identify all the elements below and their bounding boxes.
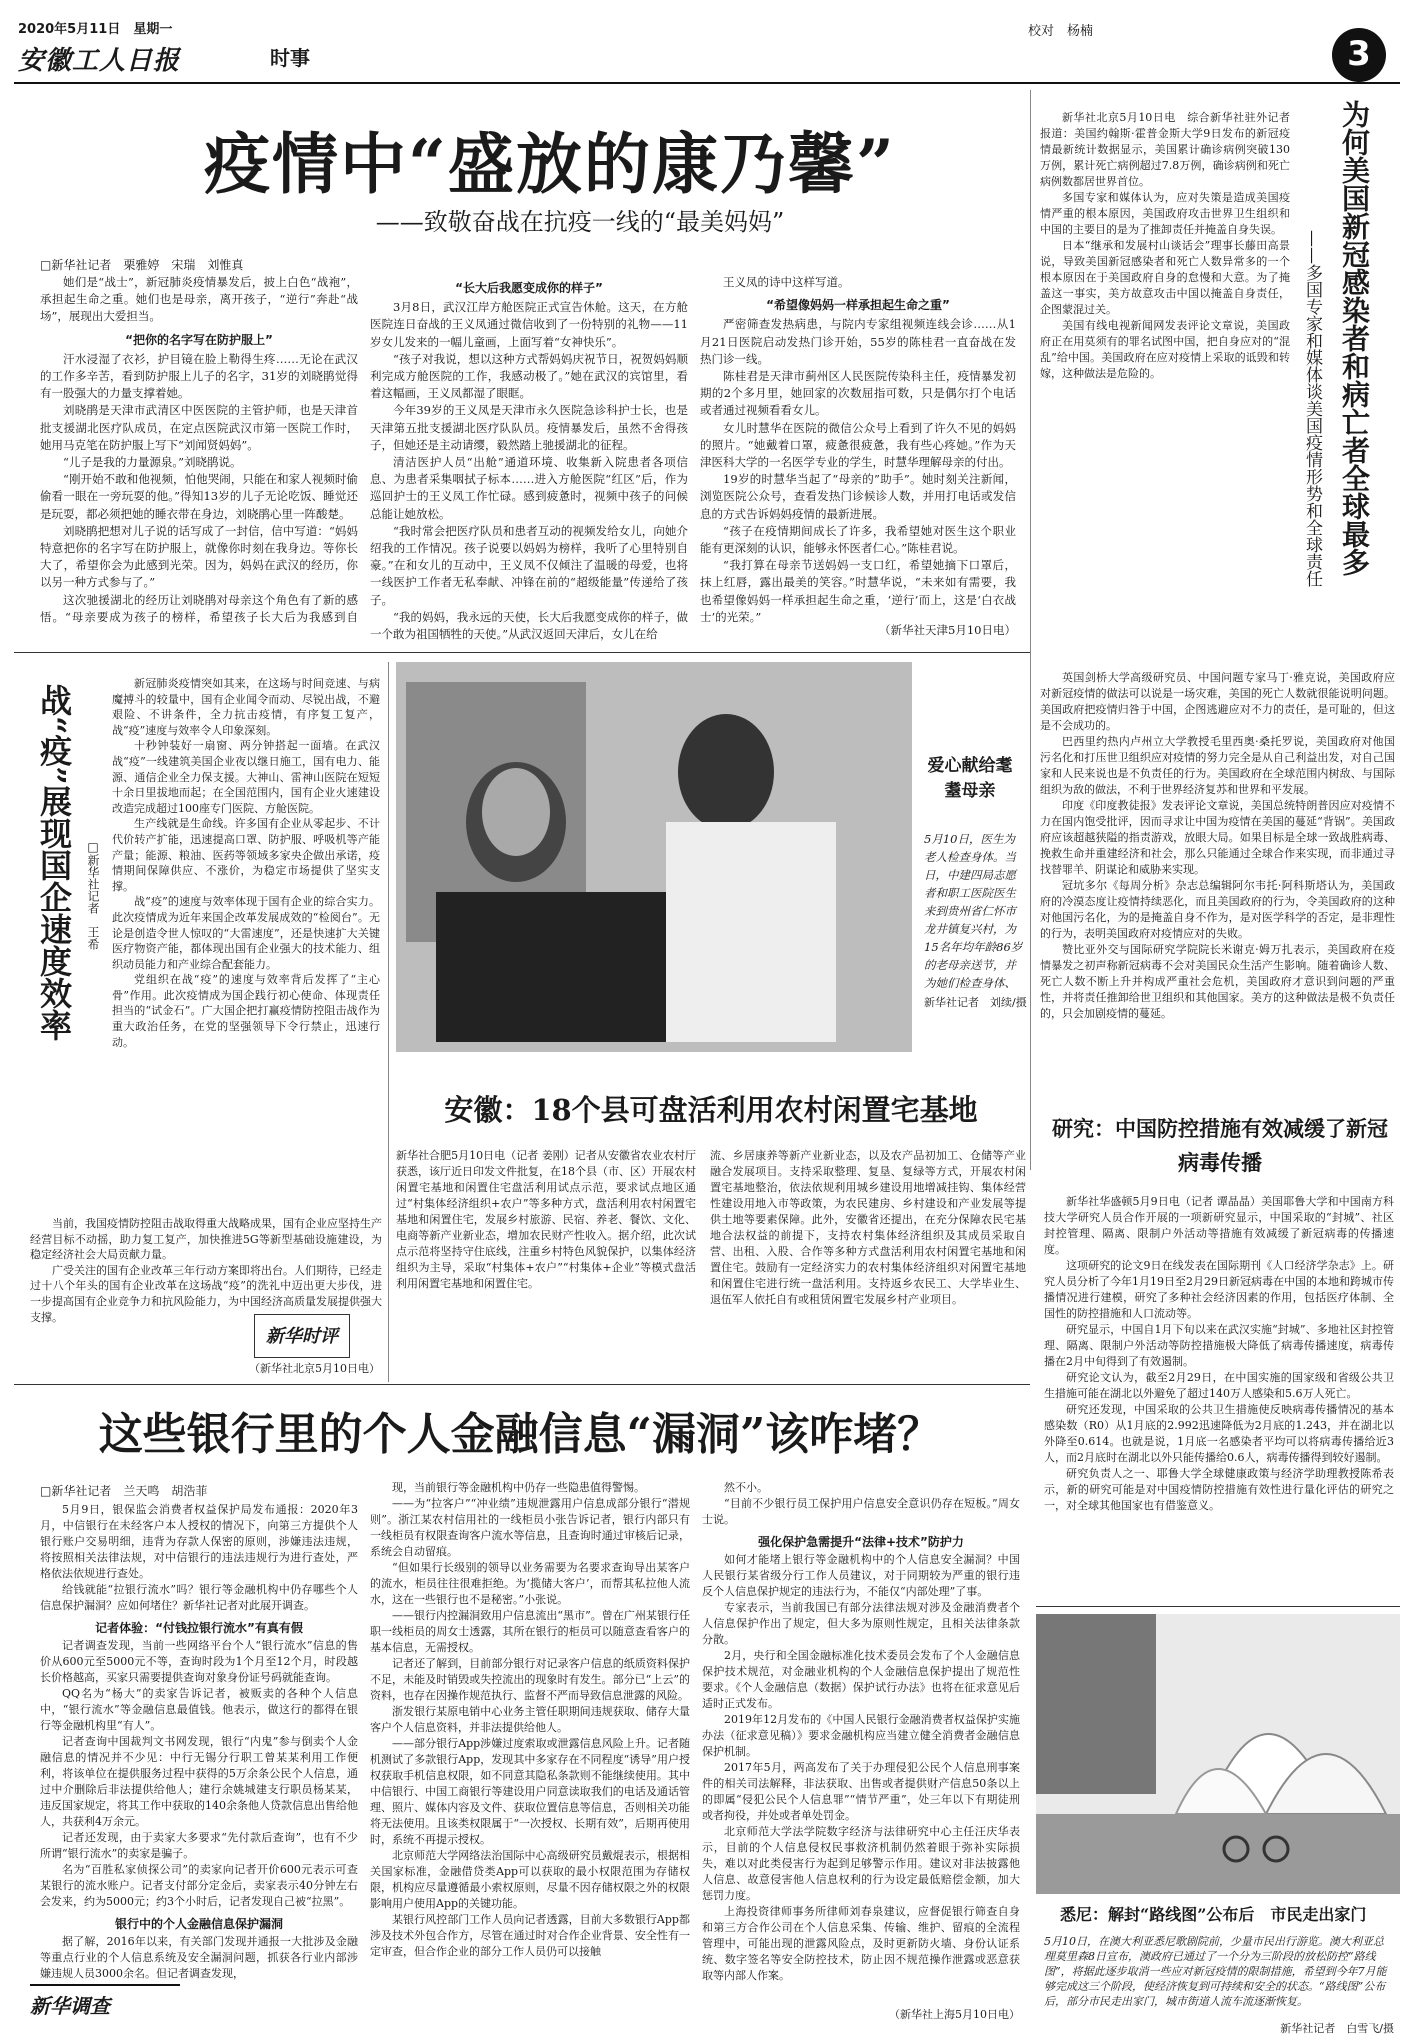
paragraph: 严密筛查发热病患，与院内专家组视频连线会诊……从1月21日医院启动发热门诊开始，55岁的陈桂君一直奋战在发热门诊一线。 [700, 317, 1016, 366]
issue-date: 2020年5月11日 星期一 [18, 22, 173, 37]
paragraph: 现，当前银行等金融机构中仍存一些隐患值得警惕。 [392, 1481, 645, 1494]
paragraph: 2月，央行和全国金融标准化技术委员会发布了个人金融信息保护技术规范，对金融业机构的个人金融信息保护提出了规范性要求。《个人金融信息（数据）保护试行办法》也将在征求意见后适时正式发布。 [702, 1649, 1020, 1710]
a1-source: （新华社天津5月10日电） [879, 623, 1016, 637]
subheading: 银行中的个人金融信息保护漏洞 [114, 1917, 283, 1931]
paragraph: 刘晓鹃把想对儿子说的话写成了一封信，信中写道：“妈妈特意把你的名字写在防护服上，就像你时刻在我身边。等你长大了，希望你会为此感到光荣。因为，妈妈在武汉的经历，你以另一种方式参与了。” [40, 523, 358, 590]
paragraph: 广受关注的国有企业改革三年行动方案即将出台。人们期待，已经走过十八个年头的国有企业改革在这场战“疫”的洗礼中迈出更大步伐，进一步提高国有企业竞争力和抗风险能力，为中国经济高质量发展提供强大支撑。 [30, 1263, 382, 1324]
a3-rule [388, 662, 389, 1382]
paragraph: 生产线就是生命线。许多国有企业从零起步、不计代价转产扩能，迅速提高口罩、防护服、呼吸机等产能产量；能源、粮油、医药等领域多家央企做出承诺，疫情期间保障供应、不涨价，为稳定市场提供了坚实支撑。 [112, 817, 380, 893]
a5-title: 安徽：18个县可盘活利用农村闲置宅基地 [444, 1093, 978, 1127]
paragraph: 据了解，2016年以来，有关部门发现并通报一大批涉及金融等重点行业的个人信息系统及安全漏洞问题，抓获各行业内部涉嫌违规人员3000余名。但记者调查发现， [40, 1935, 358, 1980]
paragraph: 汗水浸湿了衣衫，护目镜在脸上勒得生疼……无论在武汉的工作多辛苦，看到防护服上儿子的名字，31岁的刘晓鹃觉得有一股强大的力量支撑着她。 [40, 351, 358, 401]
subheading: 强化保护急需提升“法律+技术”防护力 [758, 1535, 964, 1549]
paragraph: 如何才能堵上银行等金融机构中的个人信息安全漏洞？中国人民银行某省级分行工作人员建议，对于同期较为严重的银行违反个人信息保护规定的违法行为，不能仅“内部处理”了事。 [702, 1553, 1020, 1598]
paragraph: 战“疫”的速度与效率体现于国有企业的综合实力。此次疫情成为近年来国企改革发展成效的“检阅台”。无论是创造令世人惊叹的“大雷速度”，还是快速扩大关键医疗物资产能，都体现出国有企业强大的技术能力、组织动员能力和产业综合配套能力。 [112, 895, 380, 971]
a7-column-2 [370, 1480, 690, 2010]
a5-bottom-rule [14, 1384, 1030, 1385]
header-rule [14, 82, 1400, 84]
a3-byline: □新华社记者 王希 [86, 840, 100, 950]
paragraph: 3月8日，武汉江岸方舱医院正式宣告休舱。这天，在方舱医院连日奋战的王义凤通过微信收到了一份特别的礼物——11岁女儿发来的一幅儿童画，上面写着“女神快乐”。 [370, 300, 688, 349]
a2-subtitle: ——多国专家和媒体谈美国疫情形势和全球责任 [1302, 230, 1322, 587]
a7-investigation-tag: 新华调查 [30, 1984, 180, 2024]
paragraph: 专家表示，当前我国已有部分法律法规对涉及金融消费者个人信息保护作出了规定，但大多为原则性规定，且相关法律条款分散。 [702, 1601, 1020, 1646]
a4-caption: 5月10日，医生为老人检查身体。当日，中建四局志愿者和职工医院医生来到贵州省仁怀市龙井镇复兴村，为15名年均年龄86岁的老母亲送节，并为她们检查身体、 [924, 832, 1023, 990]
paragraph: 女儿时慧华在医院的微信公众号上看到了许久不见的妈妈的照片。“她戴着口罩，疲惫很疲惫，我有些心疼她。”作为天津医科大学的一名医学专业的学生，时慧华理解母亲的付出。 [700, 420, 1016, 470]
a5-column-1: 新华社合肥5月10日电（记者 姜刚）记者从安徽省农业农村厅获悉，该厅近日印发文件批复，在18个县（市、区）开展农村闲置宅基地和闲置住宅盘活利用试点示范，要求试点地区通过“村集体经济组织+农户”等多种方式，盘活利用农村闲置宅基地和闲置住宅，发展乡村旅游、民宿、养老、餐饮、文化、电商等新产业新业态，增加农民财产性收入。据介绍，此次试点示范将坚持守住底线，注重乡村特色风貌保护，以集体经济组织为主导，采取“村集体+农户”“村集体+企业”等模式盘活利用闲置宅基地和闲置住宅。 [396, 1149, 696, 1290]
paragraph: 多国专家和媒体认为，应对失策是造成美国疫情严重的根本原因，美国政府攻击世界卫生组织和中国的主要目的是为了推卸责任并掩盖自身失误。 [1040, 191, 1290, 236]
paragraph: 她们是“战士”，新冠肺炎疫情暴发后，披上白色“战袍”，承担起生命之重。她们也是母亲，离开孩子，“逆行”奔赴“战场”，展现出大爱担当。 [40, 275, 358, 324]
a3-source: （新华社北京5月10日电） [249, 1362, 380, 1375]
paragraph: 研究还发现，中国采取的公共卫生措施使反映病毒传播情况的基本感染数（R0）从1月底的2.992迅速降低为2月底的1.243，并在湖北以外降至0.614。也就是说，1月底一名感染者平均可以将病毒传播给近3人，而2月底时在湖北以外只能传播给0.6人，病毒传播得到较好遏制。 [1044, 1403, 1394, 1464]
paragraph: “目前不少银行员工保护用户信息安全意识仍存在短板。”周女士说。 [702, 1497, 1020, 1526]
a6-body [1044, 1194, 1394, 1598]
paragraph: 研究论文认为，截至2月29日，在中国实施的国家级和省级公共卫生措施可能在湖北以外避免了超过140万人感染和5.6万人死亡。 [1044, 1371, 1394, 1400]
a2-body-bottom [1040, 670, 1395, 1110]
paragraph: 党组织在战“疫”的速度与效率背后发挥了“主心骨”作用。此次疫情成为国企践行初心使命、体现责任担当的“试金石”。广大国企把打赢疫情防控阻击战作为重大政治任务，在党的坚强领导下令行禁止，迅速行动。 [112, 973, 380, 1049]
a7-source: （新华社上海5月10日电） [889, 2008, 1020, 2021]
paragraph: 这次驰援湖北的经历让刘晓鹃对母亲这个角色有了新的感悟。“母亲要成为孩子的榜样，希望孩子长大后为我感到自 [40, 592, 358, 624]
a7-column-1 [40, 1502, 358, 1980]
paragraph: 美国有线电视新闻网发表评论文章说，美国政府正在用莫须有的罪名试图中国，把自身应对的“混乱”给中国。美国政府在应对疫情上采取的诋毁和转嫁，这种做法是危险的。 [1040, 319, 1290, 380]
paragraph: 北京师范大学网络法治国际中心高级研究员戴焜表示，根据相关国家标准，金融借贷类App可以获取的最小权限范围为存储权限，机构应尽量遵循最小索权原则，尽量不因存储权限之外的权限影响用户使用App的关键功能。 [370, 1849, 690, 1910]
a8-caption: 5月10日，在澳大利亚悉尼歌剧院前，少量市民出行游览。澳大利亚总理莫里森8日宣布，澳政府已通过了一个分为三阶段的放松防控“路线图”，将据此逐步取消一些应对新冠疫情的限制措施，希望到今年7月能够完成这三个阶段，使经济恢复到可持续和安全的状态。“路线图”公布后，部分市民走出家门，城市街道人流车流逐渐恢复。 [1044, 1935, 1387, 2008]
a1-column-2 [370, 274, 688, 644]
elderly-checkup-photo [396, 662, 912, 1052]
subheading: “长大后我愿变成你的样子” [455, 281, 603, 295]
a3-commentary-tag: 新华时评 [254, 1314, 350, 1358]
paragraph: 王义凤的诗中这样写道。 [723, 275, 850, 289]
subheading: “希望像妈妈一样承担起生命之重” [766, 298, 950, 313]
a6-bottom-rule [1036, 1606, 1400, 1607]
paragraph: 陈桂君是天津市蓟州区人民医院传染科主任，疫情暴发初期的2个多月里，她回家的次数屈指可数，只是偶尔打个电话或者通过视频看看女儿。 [700, 369, 1016, 418]
paragraph: 记者还了解到，目前部分银行对记录客户信息的纸质资料保护不足，未能及时销毁或失控流出的现象时有发生。部分已“上云”的资料，也存在因操作规范执行、监督不严而导致信息泄露的风险。 [370, 1657, 690, 1702]
paragraph: QQ名为“杨大”的卖家告诉记者，被贩卖的各种个人信息中，“银行流水”等金融信息最值钱。他表示，做这行的都得在银行等金融机构里“有人”。 [40, 1687, 358, 1732]
a7-title: 这些银行里的个人金融信息“漏洞”该咋堵？ [98, 1409, 942, 1460]
paragraph: 刘晓鹃是天津市武清区中医医院的主管护师，也是天津首批支援湖北医疗队成员，在定点医院武汉市第一医院工作时，她用马克笔在防护服上写下“刘闻贤妈妈”。 [40, 403, 358, 452]
paragraph: 巴西里约热内卢州立大学教授毛里西奥·桑托罗说，美国政府对他国污名化和打压世卫组织应对疫情的努力完全是从自己利益出发，对自己国家和人民来说也是不负责任的行为。美国政府在全球范围内树敌、与国际组织为敌的做法，不利于世界经济复苏和世界和平发展。 [1040, 735, 1395, 796]
a1-subtitle: ——致敬奋战在抗疫一线的“最美妈妈” [375, 208, 785, 236]
paragraph: “但如果行长级别的领导以业务需要为名要求查询导出某客户的流水，柜员往往很难拒绝。为‘揽储大客户’，而帮其私拉他人流水，这在一些银行也不是秘密。”小张说。 [370, 1561, 690, 1606]
paragraph: 记者调查发现，当前一些网络平台个人“银行流水”信息的售价从600元至5000元不等，查询时段为1个月至12个月，时段越长价格越高，买家只需要提供查询对象身份证号码就能查询。 [40, 1639, 358, 1684]
a1-byline: □新华社记者 栗雅婷 宋瑞 刘惟真 [40, 258, 244, 272]
paragraph: 研究显示，中国自1月下旬以来在武汉实施“封城”、多地社区封控管理、隔离、限制户外活动等防控措施极大降低了病毒传播速度，病毒传播在2月中旬得到了有效遏制。 [1044, 1323, 1394, 1368]
a8-credit: 新华社记者 白雪飞/摄 [1280, 2022, 1394, 2035]
paragraph: 日本“继承和发展村山谈话会”理事长藤田高景说，导致美国新冠感染者和死亡人数异常多的一个根本原因在于美国政府自身的怠慢和大意。为了掩盖这一事实，美方故意攻击中国以掩盖自身责任，企图蒙混过关。 [1040, 239, 1290, 316]
a1-title: 疫情中“盛放的康乃馨” [204, 125, 896, 203]
paragraph: “孩子在疫情期间成长了许多，我希望她对医生这个职业能有更深刻的认识，能够永怀医者仁心。”陈桂君说。 [700, 523, 1016, 556]
paragraph: “我的妈妈，我永远的天使，长大后我愿变成你的样子，做一个敢为祖国牺牲的天使。”从武汉返回天津后，女儿在给 [370, 609, 688, 642]
paragraph: 5月9日，银保监会消费者权益保护局发布通报：2020年3月，中信银行在未经客户本人授权的情况下，向第三方提供个人银行账户交易明细，违背为存款人保密的原则，涉嫌违法违规，将按照相关法律法规，对中信银行的违法违规行为进行查处，严格依法依规进行查处。 [40, 1503, 358, 1580]
a3-body-right [112, 676, 380, 1216]
subheading: “把你的名字写在防护服上” [125, 332, 273, 347]
paragraph: 清洁医护人员“出舱”通道环境、收集新入院患者各项信息、为患者采集咽拭子标本……进入方舱医院“红区”后，作为巡回护士的王义凤工作忙碌。感到疲惫时，视频中孩子的问候总能让她放松。 [370, 455, 688, 521]
a7-column-3 [702, 1480, 1020, 2000]
paragraph: 当前，我国疫情防控阻击战取得重大战略成果，国有企业应坚持生产经营目标不动摇，助力复工复产，加快推进5G等新型基础设施建设，为稳定经济社会大局贡献力量。 [30, 1217, 382, 1262]
paragraph: 英国剑桥大学高级研究员、中国问题专家马丁·雅克说，美国政府应对新冠疫情的做法可以说是一场灾难，美国的死亡人数就很能说明问题。美国政府把疫情归咎于中国，企图逃避应对不力的责任，是可耻的，但这是不会成功的。 [1040, 671, 1395, 732]
paragraph: ——银行内控漏洞致用户信息流出“黑市”。曾在广州某银行任职一线柜员的周女士透露，其所在银行的柜员可以随意查看客户的基本信息，无需授权。 [370, 1609, 690, 1654]
a4-photo-title: 爱心献给耄耋母亲 [927, 756, 1013, 801]
a2-title: 为何美国新冠感染者和病亡者全球最多 [1338, 100, 1371, 576]
paragraph: 浙发银行某原电销中心业务主管任职期间违规获取、储存大量客户个人信息资料，并非法提供给他人。 [370, 1705, 690, 1734]
a8-title: 悉尼：解封“路线图”公布后 市民走出家门 [1060, 1905, 1367, 1924]
paragraph: 然不小。 [724, 1481, 768, 1494]
paragraph: 新华社北京5月10日电 综合新华社驻外记者报道：美国约翰斯·霍普金斯大学9日发布的新冠疫情最新统计数据显示，美国累计确诊病例突破130万例，累计死亡病例超过7.8万例，确诊病例和死亡病例数都居世界首位。 [1040, 111, 1290, 188]
paragraph: 上海投资律师事务所律师刘春泉建议，应督促银行筛查自身和第三方合作公司在个人信息采集、传输、维护、留痕的全流程管理中，可能出现的泄露风险点，及时更新防火墙、身份认证系统、数字签名等安全防控技术，防止因不规范操作泄露或恶意获取等内部人作案。 [702, 1905, 1020, 1982]
a3-title: 战“疫”展现国企速度效率 [35, 684, 73, 1041]
right-column-rule [1030, 90, 1031, 1170]
subheading: 记者体验：“付钱拉银行流水”有真有假 [95, 1621, 303, 1635]
a7-byline: □新华社记者 兰天鸣 胡浩菲 [40, 1484, 208, 1498]
paragraph: 十秒钟装好一扇窗、两分钟搭起一面墙。在武汉战“疫”一线建筑美国企业夜以继日施工，国有电力、能源、通信企业全力保支援。大神山、雷神山医院在短短十余日里拔地而起；在全国范围内，国有企业火速建设改造完成超过100座专门医院、方舱医院。 [112, 739, 380, 815]
paragraph: 新冠肺炎疫情突如其来，在这场与时间竞速、与病魔搏斗的较量中，国有企业闻令而动、尽锐出战，不避艰险、不讲条件，全力抗击疫情，有序复工复产，战“疫”速度与效率令人印象深刻。 [112, 677, 380, 737]
a2-body-top [1040, 110, 1290, 670]
paragraph: 记者还发现，由于卖家大多要求“先付款后查询”，也有不少所谓“银行流水”的卖家是骗子。 [40, 1831, 358, 1860]
paragraph: 印度《印度教徒报》发表评论文章说，美国总统特朗普因应对疫情不力在国内饱受批评，因而寻求让中国为疫情在美国的蔓延“背锅”。美国政府应该超越狭隘的指责游戏，放眼大局。如果目标是全球一致战胜病毒、挽救生命并重建经济和社会，那么只能通过全球合作来实现，而非通过寻找替罪羊、阴谋论和威胁来实现。 [1040, 799, 1395, 876]
paragraph: “孩子对我说，想以这种方式帮妈妈庆祝节日，祝贺妈妈顺利完成方舱医院的工作，我感动极了。”她在武汉的宾馆里，看着这幅画，王义凤都湿了眼眶。 [370, 351, 688, 401]
paragraph: 名为“百胜私家侦探公司”的卖家向记者开价600元表示可查某银行的流水账户。记者支付部分定金后，卖家表示40分钟左右会发来，约为5000元；约3个小时后，记者发现自己被“拉黑”。 [40, 1863, 358, 1908]
section-name: 时事 [270, 46, 310, 70]
paragraph: 今年39岁的王义凤是天津市永久医院急诊科护士长，也是天津第五批支援湖北医疗队队员。疫情暴发后，虽然不舍得孩子，但她还是主动请缨，毅然踏上驰援湖北的征程。 [370, 403, 688, 452]
paragraph: “儿子是我的力量源泉。”刘晓鹃说。 [63, 455, 242, 470]
paragraph: 赞比亚外交与国际研究学院院长米谢克·姆万扎表示，美国政府在疫情暴发之初声称新冠病毒不会对美国民众生活产生影响。随着确诊人数、死亡人数不断上升并构成严重社会危机，美国政府才意识到问题的严重性，并将责任推卸给世卫组织和其他国家。美方的这种做法是极不负责任的，只会加剧疫情的蔓延。 [1040, 943, 1395, 1020]
paragraph: 新华社华盛顿5月9日电（记者 谭晶晶）美国耶鲁大学和中国南方科技大学研究人员合作开展的一项新研究显示，中国采取的“封城”、社区封控管理、隔离、限制户外活动等措施有效减缓了新冠病毒的传播速度。 [1044, 1195, 1394, 1256]
newspaper-logo: 安徽工人日报 [18, 46, 181, 74]
paragraph: 冠坑多尔《每周分析》杂志总编辑阿尔韦托·阿科斯塔认为，美国政府的冷漠态度让疫情持续恶化，而且美国政府的行为，令美国政府的这种对他国污名化，为的是掩盖自身不作为，是对医学科学的否定，是非理性的行为，表明美国政府对疫情应对的失败。 [1040, 879, 1395, 940]
a4-credit: 新华社记者 刘续/摄 [924, 996, 1027, 1009]
a1-bottom-rule [14, 652, 1030, 653]
paragraph: “我打算在母亲节送妈妈一支口红，希望她摘下口罩后，抹上红唇，露出最美的笑容。”时慧华说，“未来如有需要，我也希望像妈妈一样承担起生命之重，‘逆行’而上，这是‘白衣战士’的光荣。” [700, 558, 1016, 624]
a1-column-3 [700, 274, 1016, 644]
page-number: 3 [1332, 28, 1386, 82]
a6-title: 研究：中国防控措施有效减缓了新冠病毒传播 [1052, 1116, 1388, 1175]
paragraph: 2019年12月发布的《中国人民银行金融消费者权益保护实施办法（征求意见稿）》要求金融机构应当建立健全消费者金融信息保护机制。 [702, 1713, 1020, 1758]
paragraph: 某银行风控部门工作人员向记者透露，目前大多数银行App都涉及技术外包合作方，尽管在通过时对合作企业背景、安全性有一定审查，但合作企业的部分工作人员仍可以接触 [370, 1913, 690, 1958]
paragraph: 北京师范大学法学院数字经济与法律研究中心主任汪庆华表示，目前的个人信息侵权民事救济机制仍然着眼于弥补实际损失，难以对此类侵害行为起到足够警示作用。建议对非法披露他人信息、故意侵害他人信息权利的行为设定最低赔偿金额，加大惩罚力度。 [702, 1825, 1020, 1902]
paragraph: 2017年5月，两高发布了关于办理侵犯公民个人信息刑事案件的相关司法解释，非法获取、出售或者提供财产信息50条以上的即属“侵犯公民个人信息罪”“情节严重”，处三年以下有期徒刑或者拘役，并处或者单处罚金。 [702, 1761, 1020, 1822]
paragraph: 19岁的时慧华当起了“母亲的”助手”。她时刻关注新闻，浏览医院公众号，查看发热门诊候诊人数，并用打电话或发信息的方式告诉妈妈疫情的最新进展。 [700, 472, 1016, 521]
sydney-opera-house-photo [1036, 1614, 1400, 1894]
paragraph: 记者查询中国裁判文书网发现，银行“内鬼”参与倒卖个人金融信息的情况并不少见：中行无锡分行职工曾某某利用工作便利，将该单位在提供服务过程中获得的5万余条公民个人信息，通过中介删除后非法提供给他人；建行余姚城建支行职员杨某某，违反国家规定，将其工作中获取的140余条他人贷款信息出售给他人，共获利4万余元。 [40, 1735, 358, 1828]
paragraph: ——部分银行App涉嫌过度索取或泄露信息风险上升。记者随机测试了多款银行App，发现其中多家存在不同程度“诱导”用户授权获取手机信息权限，如不同意其隐私条款则不能继续使用。其中中信银行、中国工商银行等建设用户同意读取我们的电话及通话管理、照片、媒体内容及文件、获取位置信息等信息，否则相关功能将无法使用。且该类权限属于“一次授权、长期有效”，后期再使用时，系统不再提示授权。 [370, 1737, 690, 1846]
paragraph: 这项研究的论文9日在线发表在国际期刊《人口经济学杂志》上。研究人员分析了今年1月19日至2月29日新冠病毒在中国的本地和跨城市传播情况进行建模，研究了多种社会经济因素的作用，包括医疗体制、全国性的防控措施和人口流动等。 [1044, 1259, 1394, 1320]
paragraph: “我时常会把医疗队员和患者互动的视频发给女儿，向她介绍我的工作情况。孩子说要以妈妈为榜样，我听了心里特别自豪。”在和女儿的互动中，王义凤不仅倾注了温暖的母爱，也将一线医护工作者无私奉献、冲锋在前的“超级能量”传递给了孩子。 [370, 523, 688, 607]
paragraph: ——为“拉客户”“冲业绩”违规泄露用户信息成部分银行“潜规则”。浙江某农村信用社的一线柜员小张告诉记者，银行内部只有一线柜员有权限查询客户流水等信息，且查询时通过审核后记录，系统会自动留痕。 [370, 1497, 690, 1558]
proofreader: 校对 杨楠 [1028, 24, 1094, 39]
paragraph: 给钱就能“拉银行流水”吗？银行等金融机构中仍存哪些个人信息保护漏洞？应如何堵住？新华社记者对此展开调查。 [40, 1583, 358, 1612]
a1-column-1 [40, 274, 358, 624]
paragraph: 研究负责人之一、耶鲁大学全球健康政策与经济学助理教授陈希表示，新的研究可能是对中国疫情防控措施有效性进行量化评估的研究之一，对全球其他国家也有借鉴意义。 [1044, 1467, 1394, 1512]
a5-column-2: 流、乡居康养等新产业新业态，以及农产品初加工、仓储等产业融合发展项目。支持采取整理、复垦、复绿等方式，开展农村闲置宅基地整治，依法依规利用城乡建设用地增减挂钩、集体经营性建设用地入市等政策，为农民建房、乡村建设和产业发展等提供土地等要素保障。此外，安徽省还提出，在充分保障农民宅基地合法权益的前提下，支持农村集体经济组织及其成员采取自营、出租、入股、合作等多种方式盘活利用农村闲置宅基地和闲置住宅。鼓励有一定经济实力的农村集体经济组织对闲置宅基地和闲置住宅进行统一盘活利用。支持返乡农民工、大学毕业生、退伍军人依托自有或租赁闲置宅发展乡村产业项目。 [710, 1149, 1026, 1306]
paragraph: “刚开始不敢和他视频，怕他哭闹，只能在和家人视频时偷偷看一眼在一旁玩耍的他。”得知13岁的儿子无论吃饭、睡觉还是玩耍，都必须把她的睡衣带在身边，刘晓鹃心里一阵酸楚。 [40, 472, 358, 521]
